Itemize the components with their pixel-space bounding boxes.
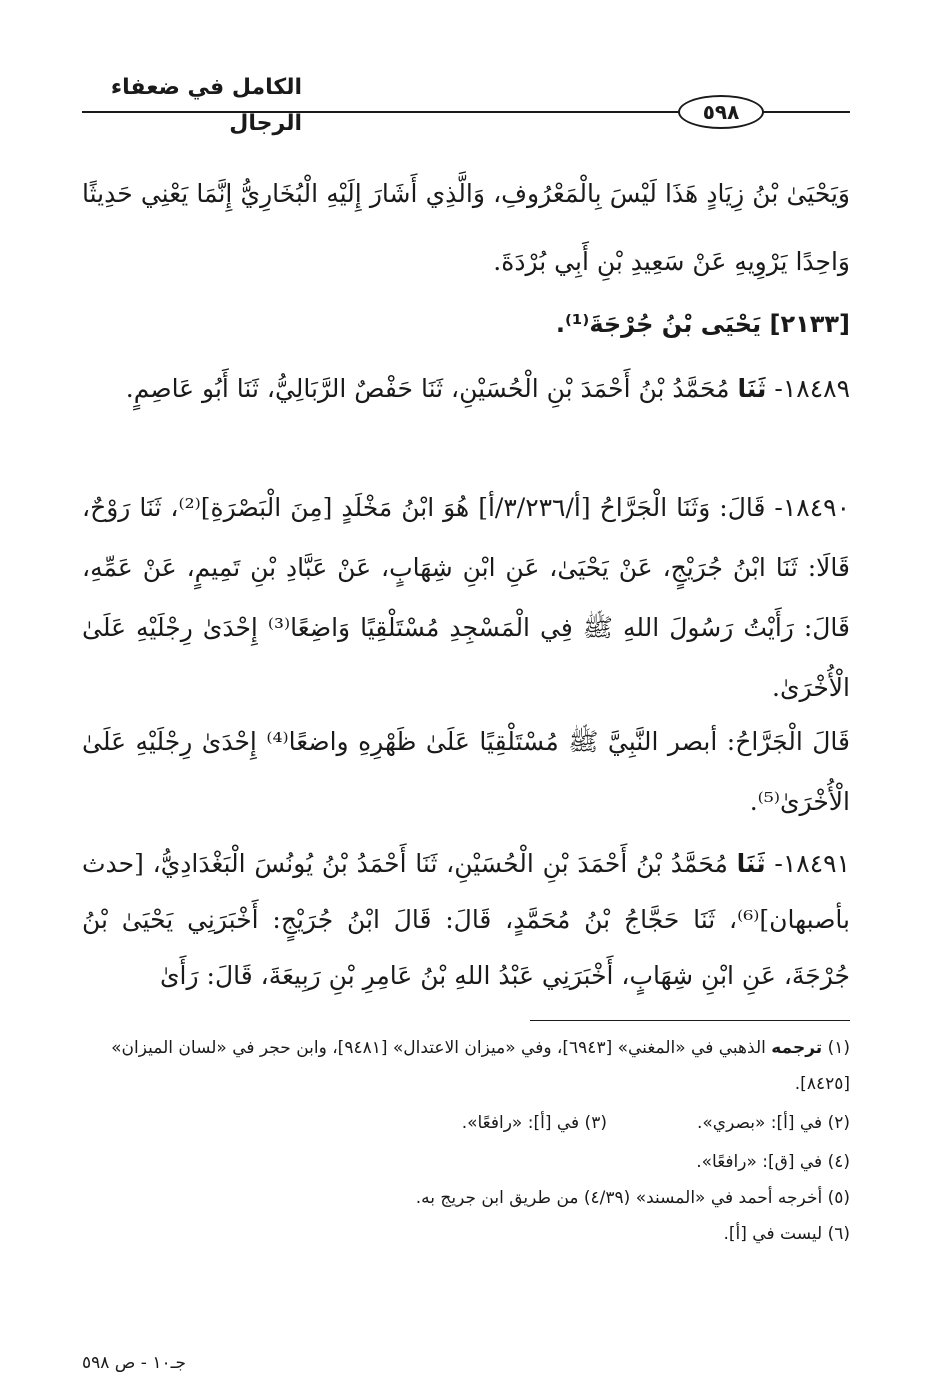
footnote-5: (٥) أخرجه أحمد في «المسند» (٤/٣٩) من طريق ابن جريج به. xyxy=(415,1188,850,1208)
footnotes xyxy=(82,1030,850,1252)
hadith-number: ١٨٤٨٩- xyxy=(766,374,850,403)
hadith-18490: ١٨٤٩٠- قَالَ: وَثَنَا الْجَرَّاحُ [أ/٣/٢٣٦/أ] هُوَ ابْنُ مَخْلَدٍ [مِنَ الْبَصْرَةِ]⁽²⁾، ثَنَا رَوْحٌ، قَالَا: ثَنَا ابْنُ جُرَيْجٍ، عَنْ يَحْيَىٰ، عَنِ ابْنِ شِهَابٍ، عَنْ عَبَّادِ بْنِ تَمِيمٍ، عَنْ عَمِّهِ، قَالَ: رَأَيْتُ رَسُولَ اللهِ ﷺ فِي الْمَسْجِدِ مُسْتَلْقِيًا وَاضِعًا⁽³⁾ إِحْدَىٰ رِجْلَيْهِ عَلَىٰ الْأُخْرَىٰ. xyxy=(82,493,850,702)
footnote-2: (٢) في [أ]: «بصري». xyxy=(696,1113,850,1133)
paragraph-intro: وَيَحْيَىٰ بْنُ زِيَادٍ هَذَا لَيْسَ بِالْمَعْرُوفِ، وَالَّذِي أَشَارَ إِلَيْهِ الْبُخَارِيُّ إِنَّمَا يَعْنِي حَدِيثًا وَاحِدًا يَرْوِيهِ عَنْ سَعِيدِ بْنِ أَبِي بُرْدَةَ. xyxy=(82,179,850,276)
footnote-rule xyxy=(530,1020,850,1021)
footnote-4: (٤) في [ق]: «رافعًا». xyxy=(696,1152,850,1172)
hadith-text: مُحَمَّدُ بْنُ أَحْمَدَ بْنِ الْحُسَيْنِ، ثَنَا أَحْمَدُ بْنُ يُونُسَ الْبَغْدَادِيُّ، [حدث بأصبهان]⁽⁶⁾، ثَنَا حَجَّاجُ بْنُ مُحَمَّدٍ، قَالَ: قَالَ ابْنُ جُرَيْجٍ: أَخْبَرَنِي يَحْيَىٰ بْنُ جُرْجَةَ، عَنِ ابْنِ شِهَابٍ، أَخْبَرَنِي عَبْدُ اللهِ بْنُ عَامِرِ بْنِ رَبِيعَةَ، قَالَ: رَأَىٰ xyxy=(82,849,850,990)
footnote-keyword: ترجمه xyxy=(771,1038,823,1058)
narration-keyword: ثَنَا xyxy=(736,849,766,878)
footnote-text: الذهبي في «المغني» [٦٩٤٣]، وفي «ميزان الاعتدال» [٩٤٨١]، وابن حجر في «لسان الميزان» [٨٤٢٥]. xyxy=(111,1038,850,1094)
jarrah-note: قَالَ الْجَرَّاحُ: أبصر النَّبِيَّ ﷺ مُسْتَلْقِيًا عَلَىٰ ظَهْرِهِ واضعًا⁽⁴⁾ إِحْدَىٰ رِجْلَيْهِ عَلَىٰ الْأُخْرَىٰ⁽⁵⁾. xyxy=(82,727,850,816)
hadith-18489 xyxy=(82,355,850,423)
footnote-marker: (١) xyxy=(822,1038,850,1058)
volume-page-code: جـ١٠ - ص ٥٩٨ xyxy=(82,1353,187,1373)
footnote-1 xyxy=(82,1030,850,1102)
running-header-title: الكامل في ضعفاء الرجال xyxy=(110,75,302,136)
footnote-6: (٦) ليست في [أ]. xyxy=(723,1224,850,1244)
page-number-badge: ٥٩٨ xyxy=(678,95,764,129)
narration-keyword: ثَنَا xyxy=(737,374,767,403)
entry-heading: [٢١٣٣] يَحْيَى بْنُ جُرْجَةَ⁽¹⁾. xyxy=(555,310,850,338)
hadith-number: ١٨٤٩١- xyxy=(765,849,850,878)
hadith-18491 xyxy=(82,836,850,1004)
footnote-pair xyxy=(82,1102,850,1144)
footnote-3: (٣) في [أ]: «رافعًا». xyxy=(461,1113,607,1133)
hadith-text: مُحَمَّدُ بْنُ أَحْمَدَ بْنِ الْحُسَيْنِ، ثَنَا حَفْصٌ الرَّبَالِيُّ، ثَنَا أَبُو عَاصِمٍ. xyxy=(125,374,738,403)
